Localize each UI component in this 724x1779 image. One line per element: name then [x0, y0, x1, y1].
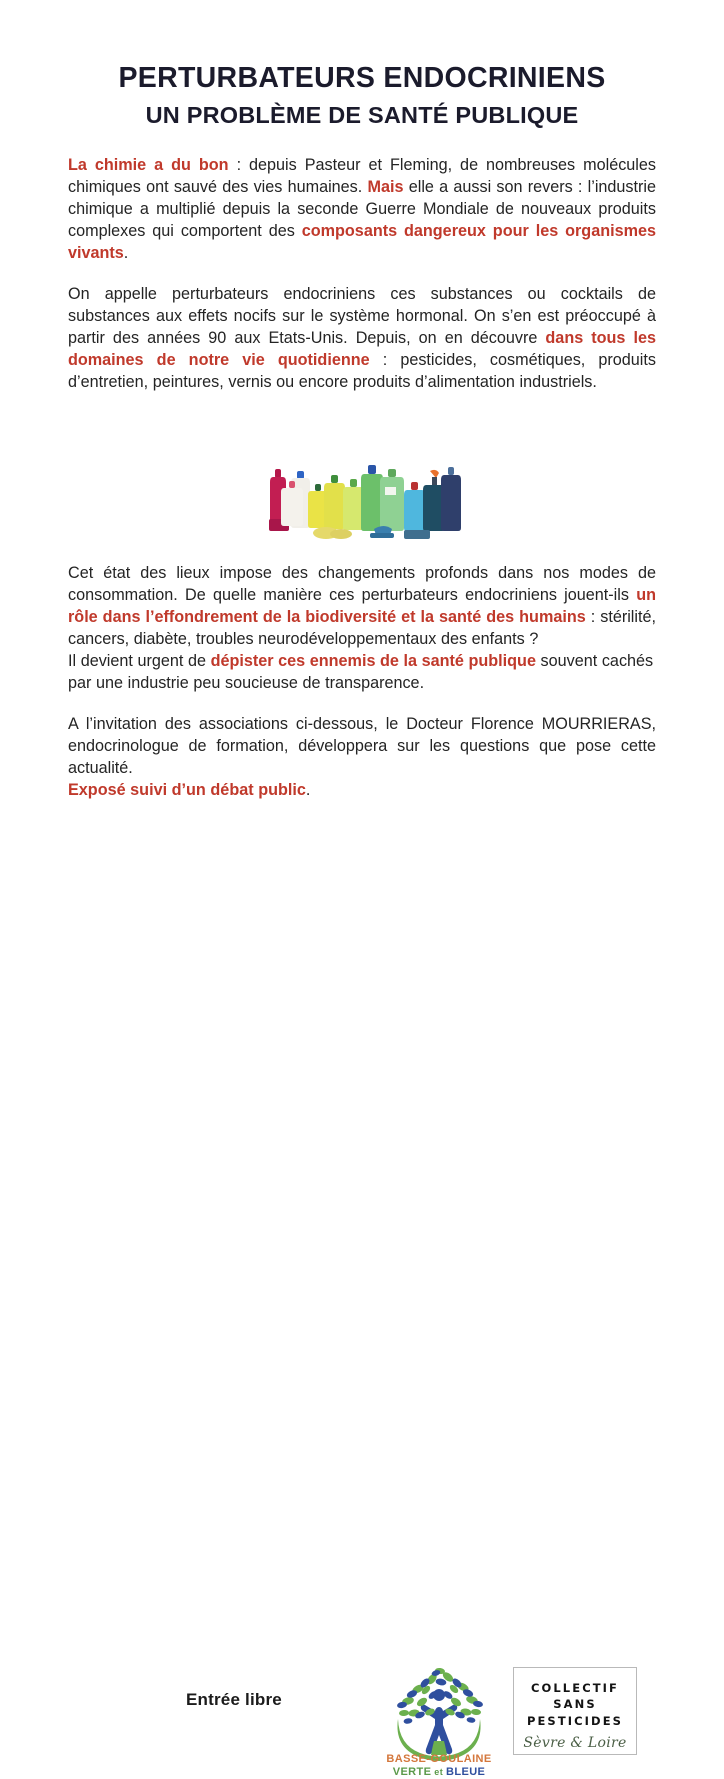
collectif-line-2: SANS [553, 1697, 597, 1712]
p4b-text-1: . [305, 780, 311, 799]
logo-collectif-sans-pesticides [513, 1667, 637, 1755]
p2-text-1: On appelle perturbateurs endocriniens ces substances ou cocktails de substances aux effets nocifs sur le système hormonal. On s’en est préoccupé à partir des années 90 aux Etats-Unis. Depuis, on en découvre [68, 284, 656, 347]
svg-text:VERTE et BLEUE: VERTE et BLEUE [392, 1766, 486, 1778]
p1-text-2: elle a aussi son revers : l’industrie chimique a multiplié depuis la seconde Guerre Mondiale de nouveaux produits complexes qui comportent des [68, 177, 657, 240]
p3-text-2: : stérilité, cancers, diabète, troubles neurodéveloppementaux des enfants ? [68, 607, 656, 648]
collectif-script-sevre-loire: Sèvre & Loire [523, 1734, 627, 1751]
highlight-composants-dangereux: composants dangereux pour les organismes vivants [68, 221, 656, 262]
lower-text-block [68, 563, 656, 821]
paragraph-4 [68, 714, 656, 780]
logo-word-bleue: BLEUE [446, 1766, 486, 1778]
highlight-depister-ennemis: dépister ces ennemis de la santé publique [210, 651, 536, 670]
footer [0, 825, 724, 1778]
paragraph-3 [68, 563, 656, 651]
highlight-chimie-du-bon: La chimie a du bon [68, 156, 229, 174]
entree-libre-label: Entrée libre [186, 1690, 282, 1709]
title-subtitle: UN PROBLÈME DE SANTÉ PUBLIQUE [145, 101, 579, 128]
highlight-mais: Mais [367, 177, 404, 196]
p3-text-1: Cet état des lieux impose des changements profonds dans nos modes de consommation. De quelle manière ces perturbateurs endocriniens jouent-ils [68, 564, 656, 604]
logo-word-verte: VERTE [392, 1766, 432, 1778]
logo-line-basse-goulaine: BASSE-GOULAINE [386, 1753, 492, 1765]
paragraph-3b [68, 651, 656, 695]
collectif-line-1: COLLECTIF [530, 1681, 620, 1695]
paragraph-1 [68, 155, 656, 265]
highlight-domaines-vie-quotidienne: dans tous les domaines de notre vie quotidienne [68, 328, 656, 369]
p3b-text-1: Il devient urgent de [68, 651, 211, 670]
paragraph-2 [68, 284, 656, 394]
highlight-expose-debat: Exposé suivi d’un débat public [68, 780, 306, 799]
paragraph-4b [68, 780, 656, 802]
upper-text-block [68, 155, 656, 413]
highlight-role-effondrement: un rôle dans l’effondrement de la biodiversité et la santé des humains [68, 585, 656, 626]
page-title [0, 0, 724, 129]
p4-text-1: A l’invitation des associations ci-dessous, le Docteur Florence MOURRIERAS, endocrinologue de formation, développera sur les questions que pose cette actualité. [68, 714, 656, 777]
logo-basse-goulaine [378, 1657, 500, 1779]
cleaning-products-photo [262, 447, 462, 545]
p1-text-1: : depuis Pasteur et Fleming, de nombreuses molécules chimiques ont sauvé des vies humaines. [68, 156, 656, 196]
collectif-line-3: PESTICIDES [526, 1713, 624, 1728]
title-main: PERTURBATEURS ENDOCRINIENS [118, 62, 606, 94]
p2-text-2: : pesticides, cosmétiques, produits d’entretien, peintures, vernis ou encore produits d’alimentation industriels. [68, 350, 656, 391]
p3b-text-2: souvent cachés par une industrie peu soucieuse de transparence. [68, 651, 654, 692]
p1-text-3: . [123, 243, 129, 262]
